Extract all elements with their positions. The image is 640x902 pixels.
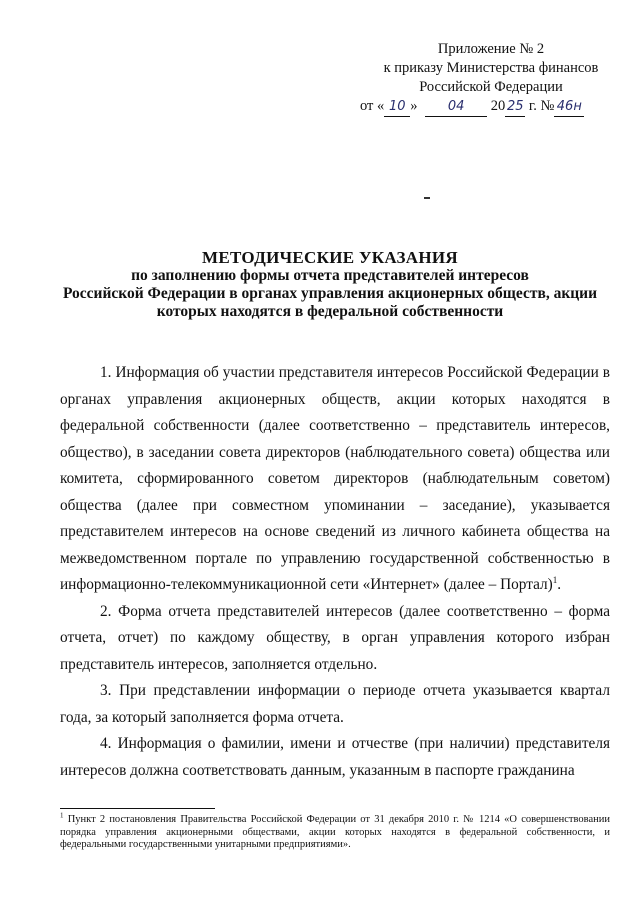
order-day: 10: [384, 97, 410, 117]
paragraph-1-end: .: [557, 576, 562, 593]
appendix-order-ref: к приказу Министерства финансов: [383, 60, 599, 76]
order-year-label: г.: [528, 98, 537, 114]
title-line-3: Российской Федерации в органах управления акционерных обществ, акции: [62, 285, 598, 302]
paragraph-3: 3. При представлении информации о периоде отчета указывается квартал года, за который заполняется форма отчета.: [60, 682, 610, 726]
order-day-close: »: [410, 98, 418, 114]
appendix-title: Приложение № 2: [437, 41, 545, 57]
appendix-ministry: Российской Федерации: [419, 79, 563, 95]
order-year-suffix: 25: [505, 97, 525, 117]
title-line-2: по заполнению формы отчета представителей интересов: [131, 267, 529, 284]
footnote-divider: [60, 808, 215, 809]
document-title: [40, 249, 620, 321]
order-from-label: от «: [360, 98, 385, 114]
paragraph-1-text: 1. Информация об участии представителя интересов Российской Федерации в органах управления акционерных обществ, акции которых находятся в федеральной собственности (далее соответственно – представитель интересов, общество), в заседании совета директоров (наблюдательного совета) общества или комитета, сформированного советом директоров (наблюдательным советом) общества (далее при совместном упоминании – заседание), указывается представителем интересов на основе сведений из личного кабинета общества на межведомственном портале по управлению государственной собственностью в информационно-телекоммуникационной сети «Интернет» (далее – Портал): [60, 364, 610, 593]
order-year-prefix: 20: [490, 98, 506, 114]
title-main: МЕТОДИЧЕСКИЕ УКАЗАНИЯ: [202, 248, 458, 267]
paragraph-4: 4. Информация о фамилии, имени и отчестве (при наличии) представителя интересов должна соответствовать данным, указанным в паспорте гражданина: [60, 735, 610, 779]
footnote: [60, 811, 610, 852]
footnote-ref: 1: [552, 574, 558, 585]
order-number-label: №: [540, 98, 555, 114]
footnote-text: Пункт 2 постановления Правительства Российской Федерации от 31 декабря 2010 г. № 1214 «О совершенствовании порядка управления акционерными обществами, акции которых находятся в федеральной собственности, и федеральными государственными унитарными предприятиями».: [60, 814, 610, 850]
order-number: 46н: [554, 97, 584, 117]
order-date-line: [360, 97, 622, 117]
paragraph-1: [60, 360, 610, 599]
title-line-4: которых находятся в федеральной собственности: [156, 303, 504, 320]
order-month: 04: [425, 97, 487, 117]
document-body: [60, 360, 610, 784]
stray-mark: [424, 197, 430, 199]
paragraph-2: 2. Форма отчета представителей интересов (далее соответственно – форма отчета, отчет) по каждому обществу, в орган управления которого избран представитель интересов, заполняется отдельно.: [60, 602, 610, 673]
footnote-number: 1: [60, 811, 64, 820]
appendix-block: [360, 40, 622, 117]
